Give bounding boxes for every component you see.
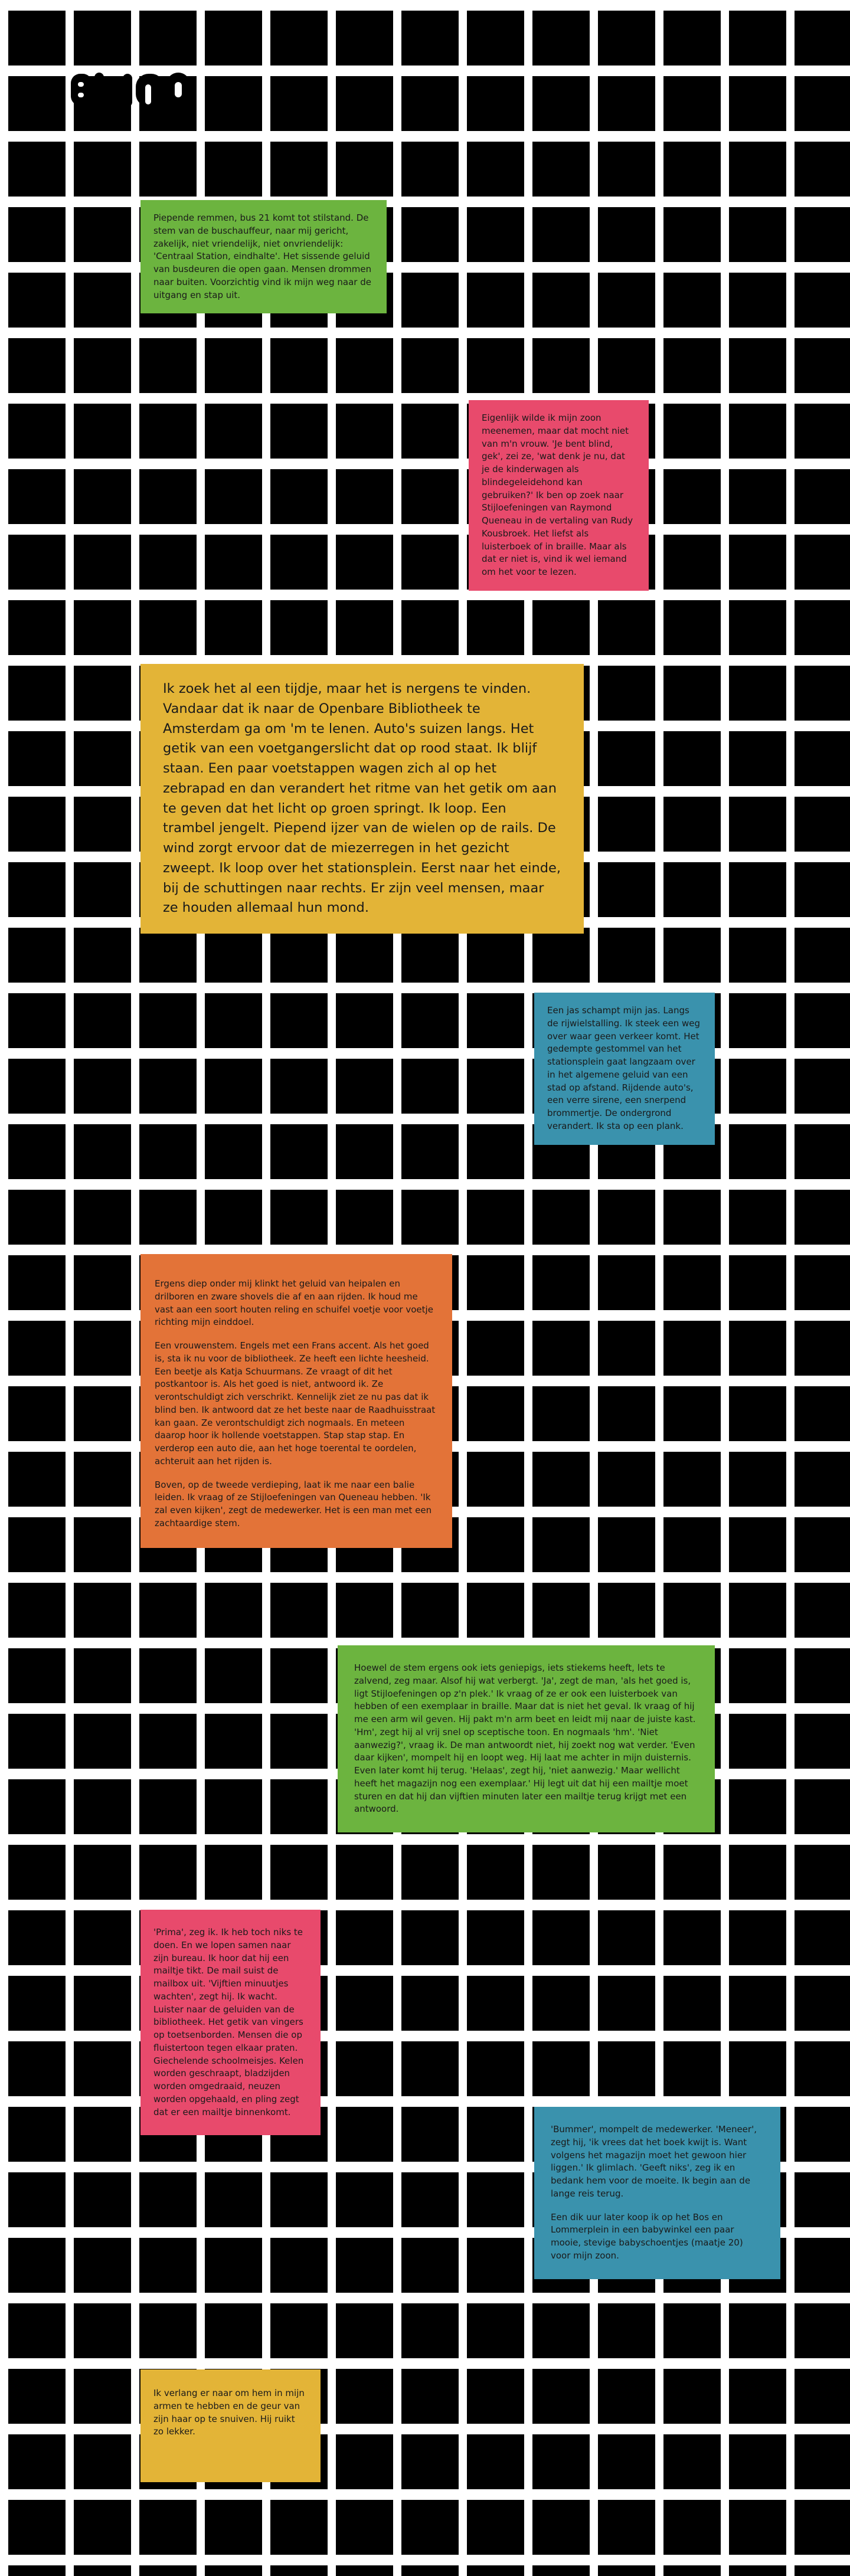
blind-logo <box>66 69 193 110</box>
story-paragraph: Boven, op de tweede verdieping, laat ik me naar een balie leiden. Ik vraag of ze Stijloefeningen van Queneau hebben. 'Ik zal even kijken', zegt de medewerker. Het is een man met een zachtaardige stem. <box>155 1479 432 1528</box>
story-block-3 <box>140 664 584 934</box>
story-paragraph: Een jas schampt mijn jas. Langs de rijwielstalling. Ik steek een weg over waar geen verkeer komt. Het gedempte gestommel van het stationsplein gaat langzaam over in het algemene geluid van een stad op afstand. Rijdende auto's, een verre sirene, een snerpend brommertje. De ondergrond verandert. Ik sta op een plank. <box>547 1005 701 1131</box>
story-paragraph: 'Bummer', mompelt de medewerker. 'Meneer', zegt hij, 'ik vrees dat het boek kwijt is. Want volgens het magazijn moet het gewoon hier liggen.' Ik glimlach. 'Geeft niks', zeg ik en bedank hem voor de moeite. Ik begin aan de lange reis terug. <box>551 2124 757 2199</box>
story-block-5 <box>140 1254 452 1548</box>
story-paragraph: 'Prima', zeg ik. Ik heb toch niks te doen. En we lopen samen naar zijn bureau. Ik hoor dat hij een mailtje tikt. De mail suist de mailbox uit. 'Vijftien minuutjes wachten', zegt hij. Ik wacht. Luister naar de geluiden van de bibliotheek. Het getik van vingers op toetsenborden. Mensen die op fluistertoon tegen elkaar praten. Giechelende schoolmeisjes. Kelen worden geschraapt, bladzijden worden omgedraaid, neuzen worden opgehaald, en pling zegt dat er een mailtje binnenkomt. <box>153 1927 304 2117</box>
blind-logo-icon <box>66 69 193 110</box>
story-block-6 <box>338 1645 715 1832</box>
story-paragraph: Ik zoek het al een tijdje, maar het is nergens te vinden. Vandaar dat ik naar de Openbare Bibliotheek te Amsterdam ga om 'm te lenen. Auto's suizen langs. Het getik van een voetgangerslicht dat op rood staat. Ik blijf staan. Een paar voetstappen wagen zich al op het zebrapad en dan verandert het ritme van het getik om aan te geven dat het licht op groen springt. Ik loop. Een trambel jengelt. Piepend ijzer van de wielen op de rails. De wind zorgt ervoor dat de miezerregen in het gezicht zweept. Ik loop over het stationsplein. Eerst naar het einde, bij de schuttingen naar rechts. Er zijn veel mensen, maar ze houden allemaal hun mond. <box>163 681 561 916</box>
story-paragraph: Hoewel de stem ergens ook iets geniepigs, iets stiekems heeft, lets te zalvend, zeg maar. Alsof hij wat verbergt. 'Ja', zegt de man, 'als het goed is, ligt Stijloefeningen op z'n plek.' Ik vraag of ze er ook een luisterboek van hebben of een exemplaar in braille. Maar dat is niet het geval. Ik vraag of hij me een arm wil geven. Hij pakt m'n arm beet en leidt mij naar de juiste kast. 'Hm', zegt hij al vrij snel op sceptische toon. En nogmaals 'hm'. 'Niet aanwezig?', vraag ik. De man antwoordt niet, hij zoekt nog wat verder. 'Even daar kijken', mompelt hij en loopt weg. Hij laat me achter in mijn duisternis. Even later komt hij terug. 'Helaas', zegt hij, 'niet aanwezig.' Maar wellicht heeft het magazijn nog een exemplaar.' Hij legt uit dat hij een mailtje moet sturen en dat hij dan vijftien minuten later een mailtje terug krijgt met een antwoord. <box>354 1662 696 1815</box>
story-paragraph: Een dik uur later koop ik op het Bos en Lommerplein in een babywinkel een paar mooie, stevige babyschoentjes (maatje 20) voor mijn zoon. <box>551 2211 743 2261</box>
story-paragraph: Piepende remmen, bus 21 komt tot stilstand. De stem van de buschauffeur, naar mij gericht, zakelijk, niet vriendelijk, niet onvriendelijk: 'Centraal Station, eindhalte'. Het sissende geluid van busdeuren die open gaan. Mensen drommen naar buiten. Voorzichtig vind ik mijn weg naar de uitgang en stap uit. <box>153 212 372 300</box>
story-paragraph: Eigenlijk wilde ik mijn zoon meenemen, maar dat mocht niet van m'n vrouw. 'Je bent blind, gek', zei ze, 'wat denk je nu, dat je de kinderwagen als blindegeleidehond kan gebruiken?' Ik ben op zoek naar Stijloefeningen van Raymond Queneau in de vertaling van Rudy Kousbroek. Het liefst als luisterboek of in braille. Maar als dat er niet is, vind ik wel iemand om het voor te lezen. <box>482 413 633 577</box>
story-paragraph: Ik verlang er naar om hem in mijn armen te hebben en de geur van zijn haar op te snuiven. Hij ruikt zo lekker. <box>153 2388 305 2437</box>
story-block-8 <box>534 2107 780 2279</box>
story-paragraph: Een vrouwenstem. Engels met een Frans accent. Als het goed is, sta ik nu voor de bibliotheek. Ze heeft een lichte heesheid. Een beetje als Katja Schuurmans. Ze vraagt of dit het postkantoor is. Als het goed is niet, antwoord ik. Ze verontschuldigt zich verschrikt. Kennelijk ziet ze nu pas dat ik blind ben. Ik antwoord dat ze het beste naar de Raadhuisstraat kan gaan. Ze verontschuldigt zich nogmaals. En meteen daarop hoor ik hollende voetstappen. Stap stap stap. En verderop een auto die, aan het hoge toerental te oordelen, achteruit aan het rijden is. <box>155 1340 436 1467</box>
story-block-4 <box>534 993 715 1145</box>
story-paragraph: Ergens diep onder mij klinkt het geluid van heipalen en drilboren en zware shovels die af en aan rijden. Ik houd me vast aan een soort houten reling en schuifel voetje voor voetje richting mijn einddoel. <box>155 1278 433 1328</box>
story-block-2 <box>469 400 649 591</box>
story-block-7 <box>140 1910 321 2135</box>
story-block-1 <box>140 200 387 313</box>
story-block-9 <box>140 2369 321 2482</box>
